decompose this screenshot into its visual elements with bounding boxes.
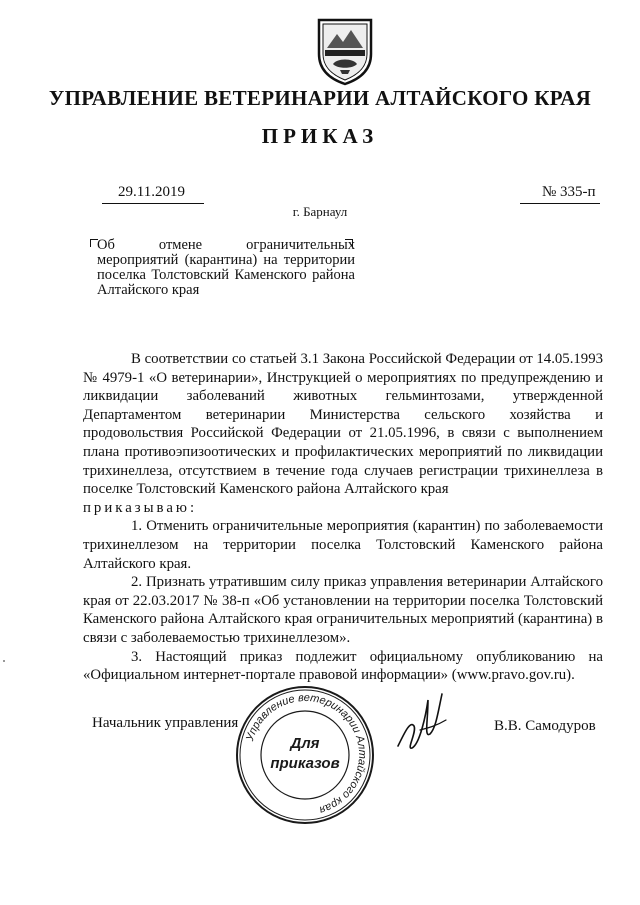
stamp-center-line-1: Для: [290, 735, 320, 752]
order-item-3: 3. Настоящий приказ подлежит официальному опубликованию на «Официальном интернет-портале правовой информации» (www.pravo.gov.ru).: [83, 648, 603, 684]
order-item-1: 1. Отменить ограничительные мероприятия (карантин) по заболеваемости трихинеллезом на территории поселка Толстовский Каменского района Алтайского края.: [83, 518, 603, 572]
order-subject: Об отмене ограничительных мероприятий (карантина) на территории поселка Толстовский Каменского района Алтайского края: [97, 237, 355, 298]
scan-speck: [3, 660, 5, 662]
official-stamp: [232, 682, 378, 828]
stamp-center-line-2: приказов: [270, 755, 340, 772]
stamp-ring-textpath: Управление ветеринарии Алтайского края: [244, 691, 369, 816]
document-type-title: ПРИКАЗ: [261, 124, 379, 148]
order-item-2: 2. Признать утратившим силу приказ управления ветеринарии Алтайского края от 22.03.2017 № 38-п «Об установлении на территории поселка Толстовский Каменского района Алтайского края ограничительных мероприятий (карантина) в связи с заболеваемостью трихинеллезом».: [83, 574, 603, 646]
order-number: № 335-п: [542, 184, 596, 200]
signer-name: В.В. Самодуров: [494, 718, 596, 734]
order-preamble: [83, 350, 603, 517]
order-word: приказываю:: [83, 499, 198, 516]
organization-title: УПРАВЛЕНИЕ ВЕТЕРИНАРИИ АЛТАЙСКОГО КРАЯ: [48, 86, 592, 110]
issue-city: г. Барнаул: [292, 204, 348, 219]
order-date: 29.11.2019: [118, 184, 185, 200]
signer-position: Начальник управления: [92, 715, 239, 731]
altai-coat-of-arms-icon: [313, 14, 377, 86]
order-body: [83, 350, 603, 685]
handwritten-signature: [392, 690, 452, 756]
preamble-text: В соответствии со статьей 3.1 Закона Российской Федерации от 14.05.1993 № 4979-1 «О ветеринарии», Инструкцией о мероприятиях по предупреждению и ликвидации заболеваний животных гельминтозами, утвержденной Департаментом ветеринарии Министерства сельского хозяйства и продовольствия Российской Федерации от 21.05.1996, в связи с выполнением плана противоэпизоотических и профилактических мероприятий по ликвидации трихинеллеза, отсутствием в течение года случаев регистрации трихинеллеза в поселке Толстовский Каменского района Алтайского края: [83, 351, 603, 498]
